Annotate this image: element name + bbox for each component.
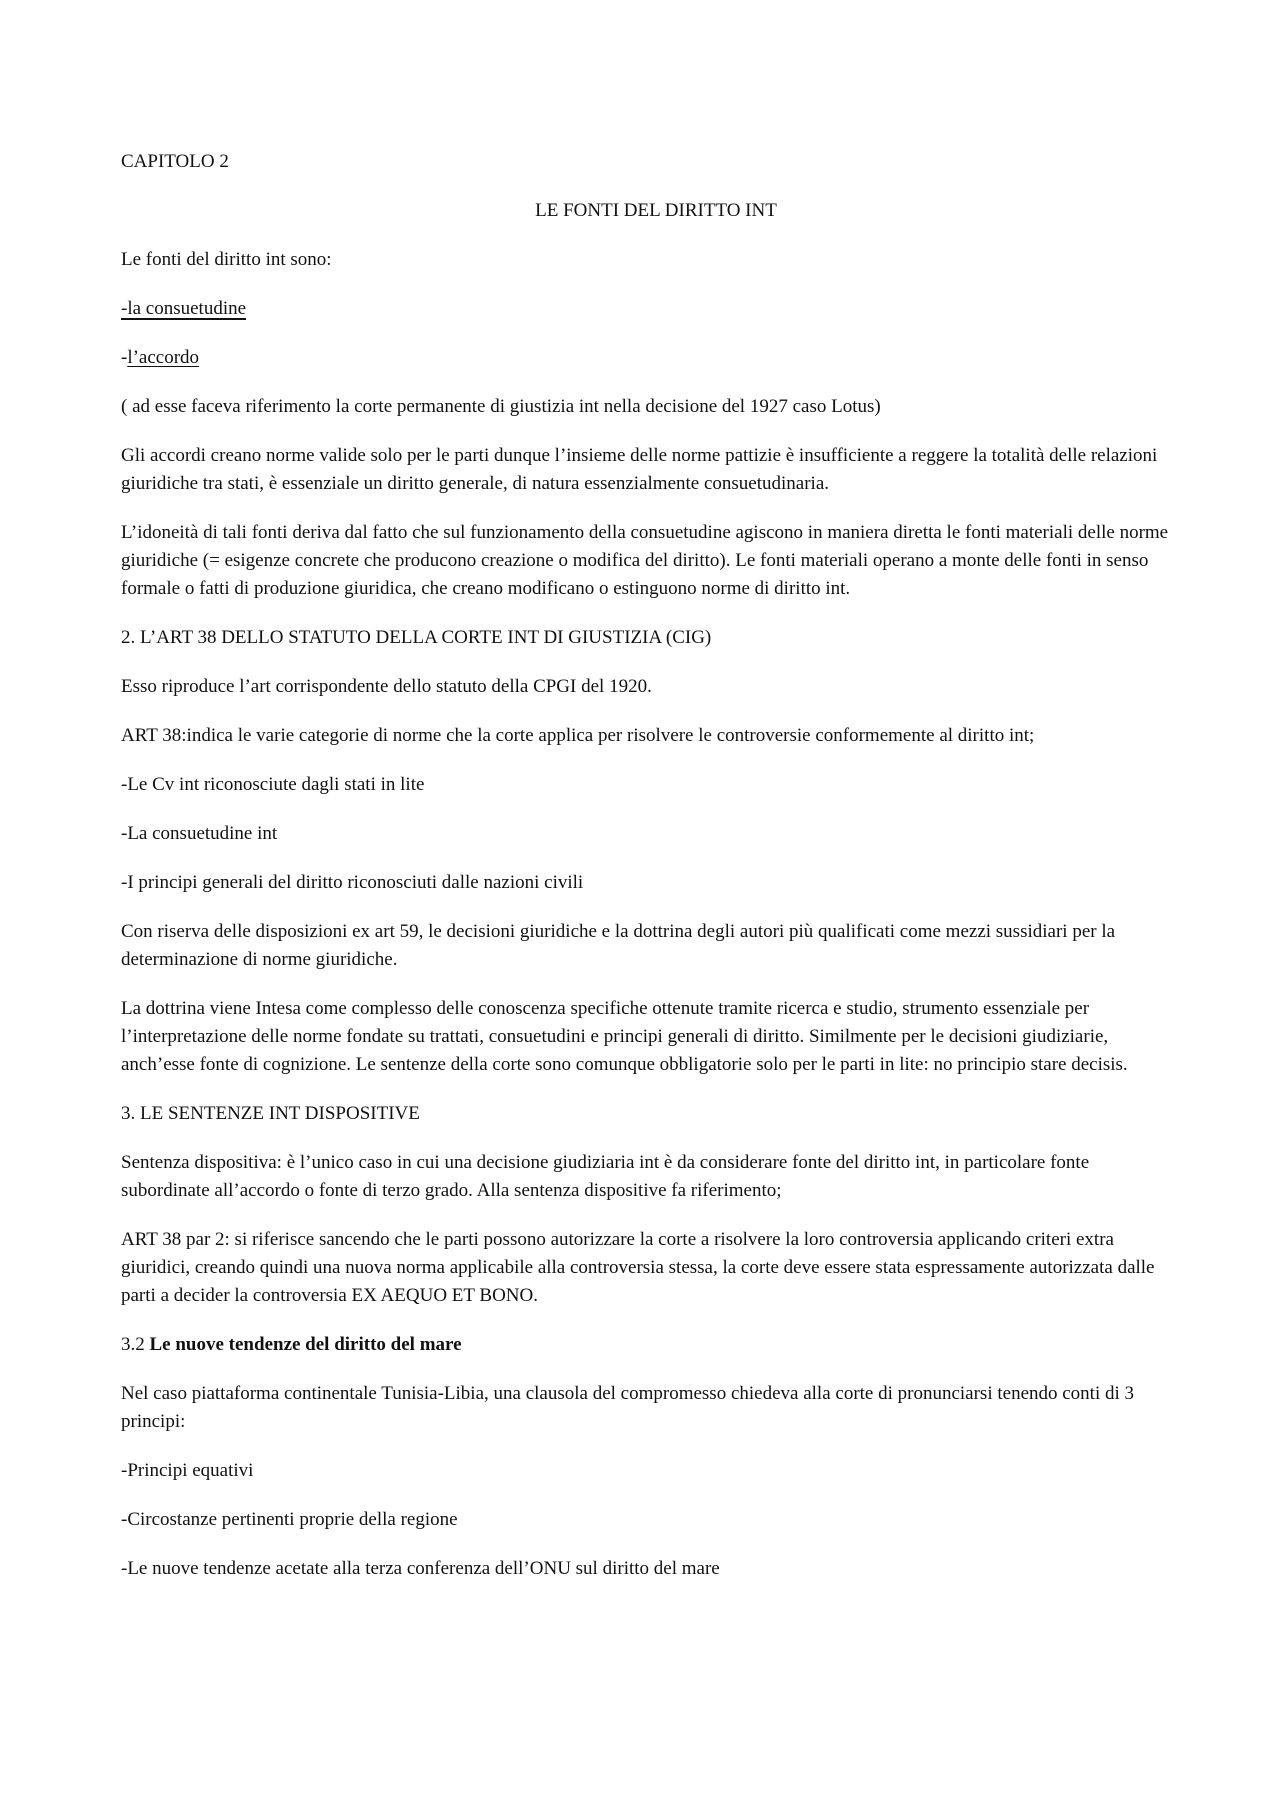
paragraph-art38: ART 38:indica le varie categorie di norme che la corte applica per risolvere le controversie conformemente al diritto int; (121, 725, 1035, 746)
document-body (121, 148, 1171, 1604)
paragraph-riserva: Con riserva delle disposizioni ex art 59, le decisioni giuridiche e la dottrina degli autori più qualificati come mezzi sussidiari per la determinazione di norme giuridiche. (121, 921, 1116, 970)
chapter-title: LE FONTI DEL DIRITTO INT (535, 200, 777, 221)
list-item-cv: -Le Cv int riconosciute dagli stati in lite (121, 774, 425, 795)
paragraph-sentenza: Sentenza dispositiva: è l’unico caso in cui una decisione giudiziaria int è da considerare fonte del diritto int, in particolare fonte subordinate all’accordo o fonte di terzo grado. Alla sentenza dispositive fa riferimento; (121, 1152, 1090, 1201)
chapter-label: CAPITOLO 2 (121, 151, 229, 172)
list-item-consuetudine (121, 295, 1171, 323)
paragraph-tunisia: Nel caso piattaforma continentale Tunisia-Libia, una clausola del compromesso chiedeva alla corte di pronunciarsi tenendo conti di 3 principi: (121, 1383, 1135, 1432)
paragraph-accordi: Gli accordi creano norme valide solo per le parti dunque l’insieme delle norme pattizie è insufficiente a reggere la totalità delle relazioni giuridiche tra stati, è essenziale un diritto generale, di natura essenzialmente consuetudinaria. (121, 445, 1158, 494)
list-item-tendenze: -Le nuove tendenze acetate alla terza conferenza dell’ONU sul diritto del mare (121, 1558, 720, 1579)
underlined-text: -la consuetudine (121, 298, 247, 319)
underlined-text: l’accordo (127, 347, 200, 368)
heading-number: 3.2 (121, 1334, 150, 1355)
list-item-principi: -I principi generali del diritto riconosciuti dalle nazioni civili (121, 872, 584, 893)
section-heading-sentenze: 3. LE SENTENZE INT DISPOSITIVE (121, 1103, 420, 1124)
section-heading-art38: 2. L’ART 38 DELLO STATUTO DELLA CORTE INT DI GIUSTIZIA (CIG) (121, 627, 712, 648)
paragraph-idoneita: L’idoneità di tali fonti deriva dal fatto che sul funzionamento della consuetudine agiscono in maniera diretta le fonti materiali delle norme giuridiche (= esigenze concrete che producono creazione o modifica del diritto). Le fonti materiali operano a monte delle fonti in senso formale o fatti di produzione giuridica, che creano modificano o estinguono norme di diritto int. (121, 522, 1169, 599)
list-item-consuetudine-int: -La consuetudine int (121, 823, 278, 844)
paragraph-riproduce: Esso riproduce l’art corrispondente dello statuto della CPGI del 1920. (121, 676, 652, 697)
paragraph-art38-par2: ART 38 par 2: si riferisce sancendo che le parti possono autorizzare la corte a risolvere la loro controversia applicando criteri extra giuridici, creando quindi una nuova norma applicabile alla controversia stessa, la corte deve essere stata espressamente autorizzata dalle parti a decider la controversia EX AEQUO ET BONO. (121, 1229, 1155, 1306)
intro-paragraph: Le fonti del diritto int sono: (121, 249, 332, 270)
list-item-accordo (121, 344, 1171, 372)
heading-bold-text: Le nuove tendenze del diritto del mare (149, 1334, 462, 1355)
list-item-circostanze: -Circostanze pertinenti proprie della regione (121, 1509, 458, 1530)
paragraph-dottrina: La dottrina viene Intesa come complesso delle conoscenza specifiche ottenute tramite ricerca e studio, strumento essenziale per l’interpretazione delle norme fondate su trattati, consuetudini e principi generali di diritto. Similmente per le decisioni giudiziarie, anch’esse fonte di cognizione. Le sentenze della corte sono comunque obbligatorie solo per le parti in lite: no principio stare decisis. (121, 998, 1128, 1075)
section-heading-mare (121, 1331, 1171, 1359)
list-item-equativi: -Principi equativi (121, 1460, 254, 1481)
paragraph-lotus: ( ad esse faceva riferimento la corte permanente di giustizia int nella decisione del 1927 caso Lotus) (121, 396, 881, 417)
dash-prefix: - (121, 347, 128, 368)
